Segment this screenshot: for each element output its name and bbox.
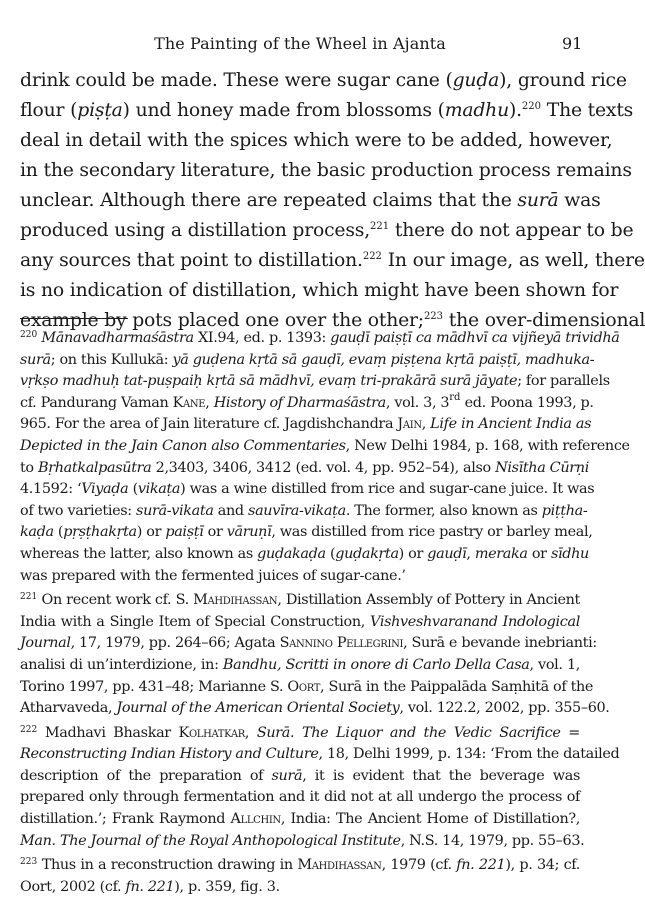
footnote-number: 221 [20,592,38,603]
footnote-221-line: Torino 1997, pp. 431–48; Marianne S. Oort, Surā in the Paippalāda Saṃhitā of the [20,678,594,695]
running-title: The Painting of the Wheel in Ajanta [154,34,446,53]
footnote-220-line: cf. Pandurang Vaman Kane, History of Dharmaśāstra, vol. 3, 3rd ed. Poona 1993, p. [20,391,594,411]
footnote-220-line: whereas the latter, also known as guḍakaḍa (guḍakṛta) or gauḍī, meraka or sīdhu [20,545,589,562]
main-text-line: example by pots placed one over the other;$^{223}$ the over-dimensional [20,310,645,331]
footnote-220-line: of two varieties: surā-vikata and sauvīra-vikaṭa. The former, also known as piṭṭha- [20,502,588,519]
footnotes [20,325,630,898]
footnote-222-line: description of the preparation of surā, it is evident that the beverage was [20,767,580,784]
footnote-ref-221: 221 [370,221,390,232]
main-text-line: any sources that point to distillation.$^{222}$ In our image, as well, there [20,250,645,271]
footnote-222-line: Reconstructing Indian History and Culture, 18, Delhi 1999, p. 134: ‘From the datailed [20,746,620,763]
footnote-number: 222 [20,724,38,735]
footnote-ref-220: 220 [521,101,541,112]
footnote-220-line: surā; on this Kullukā: yā guḍena kṛtā sā gauḍī, evaṃ piṣṭena kṛtā paiṣṭī, madhuka- [20,351,595,368]
main-text-line: in the secondary literature, the basic production process remains [20,160,632,181]
footnote-number: 223 [20,857,38,868]
main-text-line: flour (piṣṭa) und honey made from blossoms (madhu).$^{220}$ The texts [20,100,634,121]
footnote-221-line: Atharvaveda, Journal of the American Oriental Society, vol. 122.2, 2002, pp. 355–60. [20,700,610,717]
footnote-221-line: analisi di un’interdizione, in: Bandhu, Scritti in onore di Carlo Della Casa, vol. 1, [20,656,580,673]
footnote-number: 220 [20,330,38,340]
footnote-223-line: Oort, 2002 (cf. fn. 221), p. 359, fig. 3. [20,878,280,895]
footnote-220-line: 965. For the area of Jain literature cf. Jagdishchandra Jain, Life in Ancient India as [20,416,592,433]
footnote-220-line: kaḍa (pṛṣṭhakṛta) or paiṣṭī or vāruṇī, was distilled from rice pastry or barley meal, [20,524,593,541]
footnote-220-line: 4.1592: ‘Viyaḍa (vikaṭa) was a wine distilled from rice and sugar-cane juice. It was [20,481,595,498]
footnote-ref-223: 223 [423,311,444,322]
footnote-222-line: $^{222}$ Madhavi Bhaskar Kolhatkar, Surā. The Liquor and the Vedic Sacrifice = [20,724,580,741]
footnote-separator [20,318,128,319]
footnote-221-line: Journal, 17, 1979, pp. 264–66; Agata Sannino Pellegrini, Surā e bevande inebrianti: [20,635,597,652]
main-text-line: unclear. Although there are repeated claims that the surā was [20,190,601,211]
footnote-220-line: Depicted in the Jain Canon also Commentaries, New Delhi 1984, p. 168, with reference [20,437,630,454]
page-number: 91 [562,34,583,53]
running-header [0,34,600,58]
main-text-line: produced using a distillation process,$^{221}$ there do not appear to be [20,220,634,241]
footnote-222-line: prepared only through fermentation and it did not at all undergo the process of [20,789,580,806]
footnote-220-line: vṛkṣo madhuḥ tat-puṣpaiḥ kṛtā sā mādhvī, evaṃ tri-prakārā surā jāyate; for parallels [20,373,610,390]
footnote-220-line: to Bṛhatkalpasūtra 2,3403, 3406, 3412 (ed. vol. 4, pp. 952–54), also Nisītha Cūrṇi [20,459,589,476]
footnote-ref-222: 222 [362,251,382,262]
main-text-line: is no indication of distillation, which might have been shown for [20,280,619,301]
footnote-222-line: Man. The Journal of the Royal Anthopological Institute, N.S. 14, 1979, pp. 55–63. [20,832,585,849]
footnote-220-line: $^{220}$ Mānavadharmaśāstra XI.94, ed. p. 1393: gauḍī paiṣṭī ca mādhvī ca vijñeyā trividhā [20,330,620,346]
footnote-223-line: $^{223}$ Thus in a reconstruction drawing in Mahdihassan, 1979 (cf. fn. 221), p. 34; cf. [20,857,580,874]
footnote-221-line: India with a Single Item of Special Construction, Vishveshvaranand Indological [20,613,580,630]
footnote-221-line: $^{221}$ On recent work cf. S. Mahdihassan, Distillation Assembly of Pottery in Ancient [20,592,580,609]
main-text [20,66,645,336]
footnote-220-line: was prepared with the fermented juices of sugar-cane.’ [20,567,406,584]
main-text-line: deal in detail with the spices which were to be added, however, [20,130,613,151]
footnote-222-line: distillation.’; Frank Raymond Allchin, India: The Ancient Home of Distillation?, [20,811,581,828]
main-text-line: drink could be made. These were sugar cane (guḍa), ground rice [20,70,627,91]
